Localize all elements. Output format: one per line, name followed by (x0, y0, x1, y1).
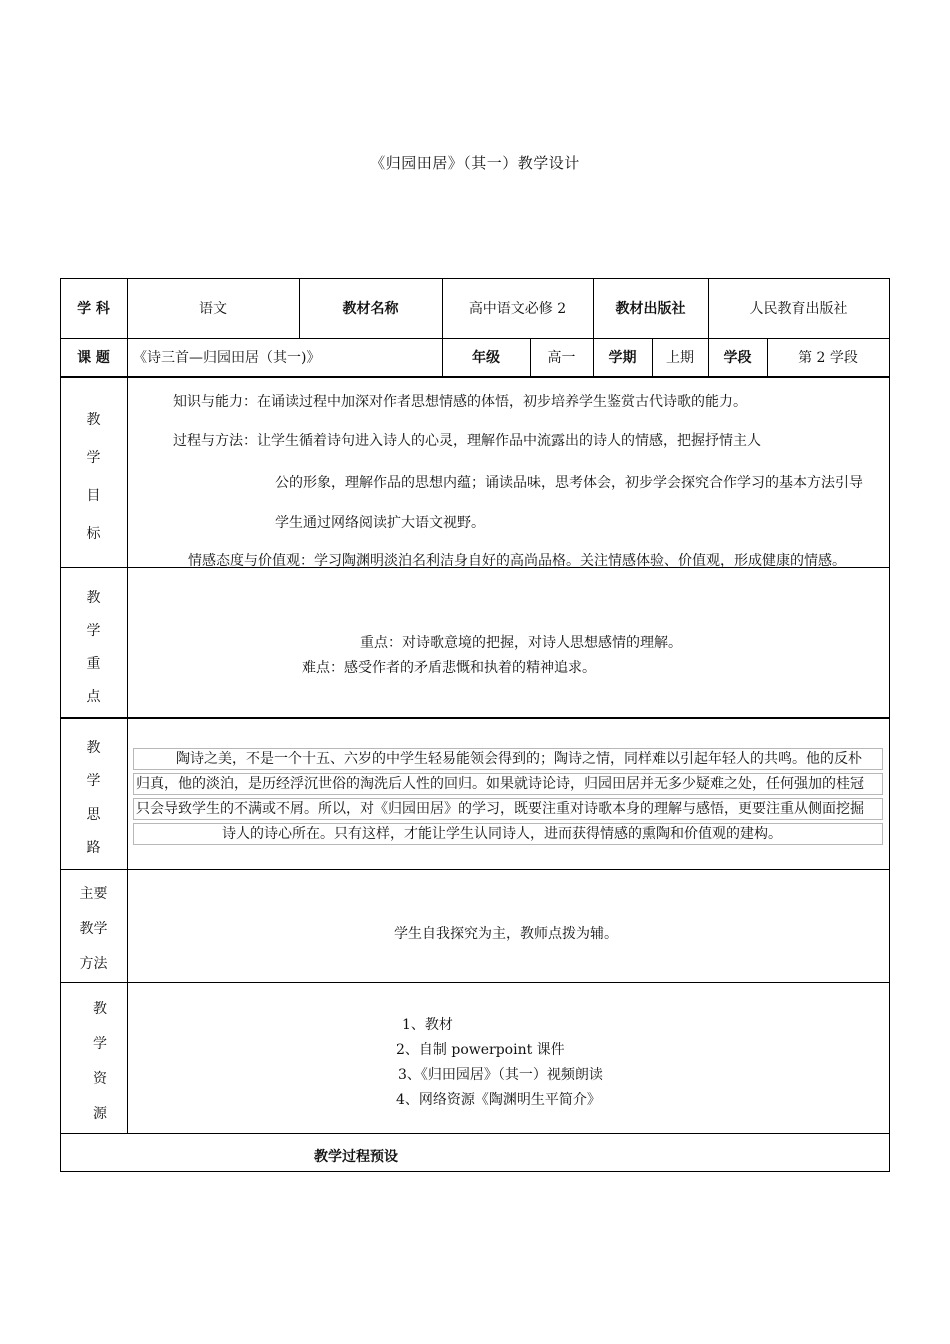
goals-label (60, 400, 127, 552)
goals-label-char: 标 (86, 526, 101, 542)
methods-label-line: 教学 (79, 920, 108, 937)
keypoint-difficulty: 难点：感受作者的矛盾悲慨和执着的精神追求。 (302, 660, 596, 676)
approach-label-char: 教 (86, 739, 101, 756)
resource-item: 4、网络资源《陶渊明生平简介》 (396, 1092, 601, 1108)
approach-line: 诗人的诗心所在。只有这样，才能让学生认同诗人，进而获得情感的熏陶和价值观的建构。 (133, 823, 883, 845)
resources-label-char: 教 (93, 1000, 107, 1017)
resource-item: 1、教材 (402, 1017, 453, 1033)
process-heading: 教学过程预设 (314, 1149, 398, 1165)
subject-value: 语文 (199, 301, 227, 317)
approach-label-char: 学 (86, 773, 101, 790)
approach-line: 归真，他的淡泊，是历经浮沉世俗的淘洗后人性的回归。如果就诗论诗，归园田居并无多少疑难之处，任何强加的桂冠 (133, 773, 883, 795)
publisher-label: 教材出版社 (615, 301, 686, 317)
keypoints-label-char: 点 (86, 688, 101, 705)
approach-line: 只会导致学生的不满或不屑。所以，对《归园田居》的学习，既要注重对诗歌本身的理解与感悟，更要注重从侧面挖掘 (133, 798, 883, 820)
term-label: 学期 (608, 350, 637, 366)
keypoints-label-char: 教 (86, 589, 101, 606)
goal-process: 过程与方法：让学生循着诗句进入诗人的心灵，理解作品中流露出的诗人的情感，把握抒情主人 (173, 433, 761, 449)
resource-item: 2、自制 powerpoint 课件 (396, 1042, 565, 1058)
stage-label: 学段 (723, 350, 752, 366)
grade-label: 年级 (472, 350, 500, 366)
textbook-label: 教材名称 (342, 301, 399, 317)
goals-label-char: 教 (86, 412, 101, 428)
approach-line: 陶诗之美，不是一个十五、六岁的中学生轻易能领会得到的；陶诗之情，同样难以引起年轻人的共鸣。他的反朴 (133, 748, 883, 770)
textbook-value: 高中语文必修 2 (468, 301, 567, 317)
resources-label-char: 资 (93, 1070, 107, 1087)
goals-label-char: 目 (86, 488, 101, 504)
goal-emotion: 情感态度与价值观：学习陶渊明淡泊名利洁身自好的高尚品格。关注情感体验、价值观，形成健康的情感。 (188, 553, 846, 569)
resources-label (60, 990, 140, 1130)
grade-value: 高一 (547, 350, 576, 366)
resources-label-char: 源 (93, 1105, 107, 1122)
goals-label-char: 学 (86, 450, 101, 466)
goal-process-cont2: 学生通过网络阅读扩大语文视野。 (275, 515, 485, 531)
document-title: 《归园田居》（其一）教学设计 (370, 154, 580, 172)
methods-label (60, 875, 127, 980)
keypoints-label (60, 580, 127, 712)
keypoint-focus: 重点：对诗歌意境的把握，对诗人思想感情的理解。 (360, 635, 682, 651)
subject-label: 学 科 (77, 301, 110, 317)
resource-item: 3、《归田园居》（其一）视频朗读 (398, 1067, 603, 1083)
approach-label (60, 730, 127, 864)
topic-value (127, 338, 442, 376)
topic-label: 课 题 (77, 350, 110, 366)
publisher-value: 人民教育出版社 (749, 301, 848, 317)
methods-label-line: 方法 (79, 955, 108, 972)
keypoints-label-char: 重 (86, 655, 101, 672)
stage-value: 第 2 学段 (798, 350, 858, 366)
approach-label-char: 思 (86, 806, 101, 823)
methods-text: 学生自我探究为主，教师点拨为辅。 (394, 926, 618, 942)
topic-value-text: 《诗三首—归园田居（其一)》 (133, 350, 321, 366)
goal-knowledge: 知识与能力：在诵读过程中加深对作者思想情感的体悟，初步培养学生鉴赏古代诗歌的能力。 (173, 394, 747, 410)
resources-label-char: 学 (93, 1035, 107, 1052)
term-value: 上期 (666, 350, 694, 366)
approach-label-char: 路 (86, 840, 101, 857)
keypoints-label-char: 学 (86, 622, 101, 639)
goal-process-cont: 公的形象，理解作品的思想内蕴；诵读品味，思考体会，初步学会探究合作学习的基本方法引导 (275, 475, 863, 491)
methods-label-line: 主要 (79, 885, 108, 902)
